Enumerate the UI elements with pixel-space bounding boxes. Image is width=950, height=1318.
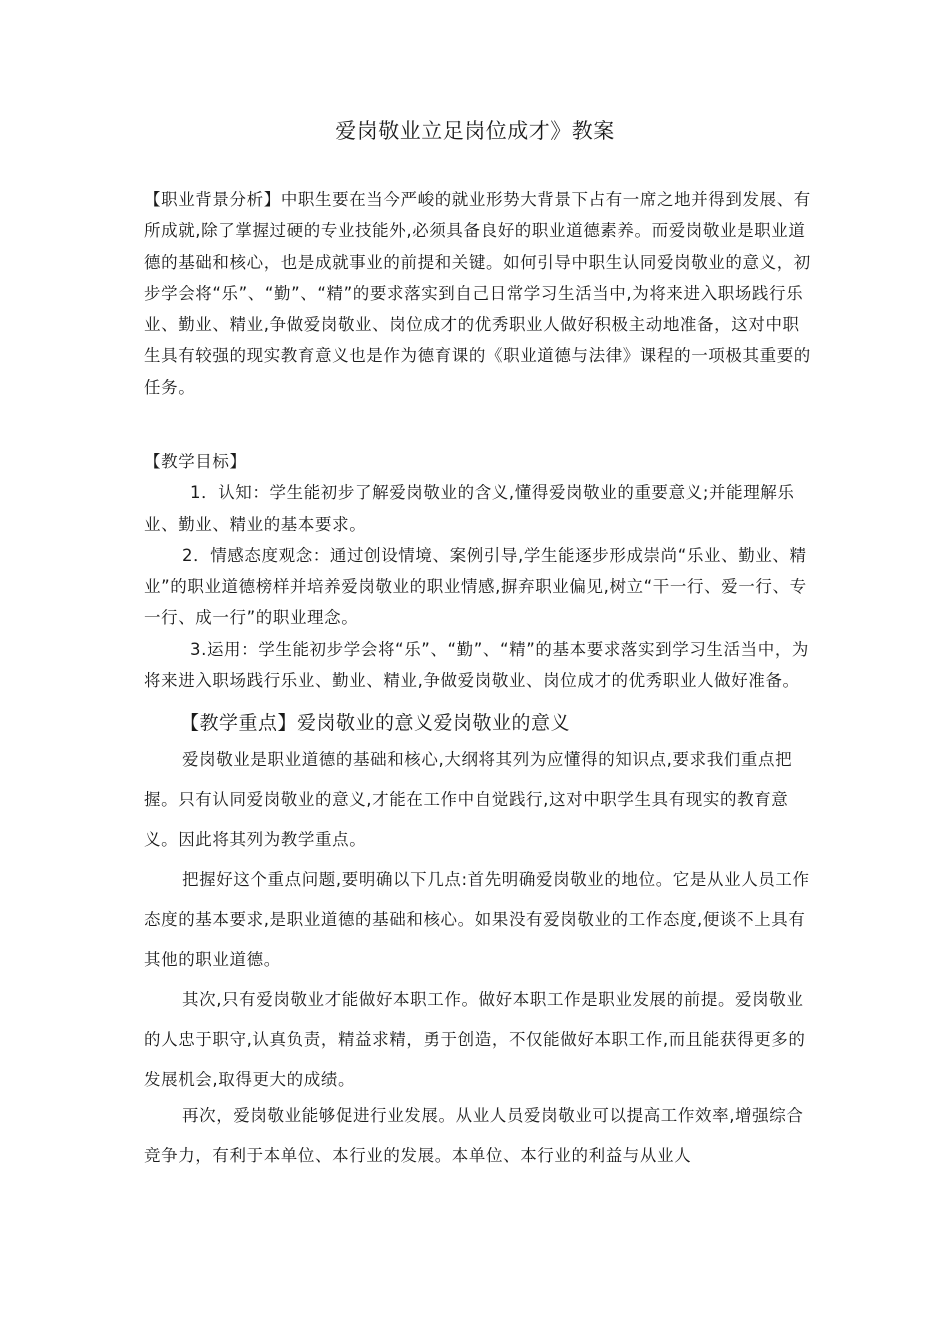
goal-application: 3.运用：学生能初步学会将“乐”、“勤”、“精”的基本要求落实到学习生活当中，为将来进入职场践行乐业、勤业、精业,争做爱岗敬业、岗位成才的优秀职业人做好准备。 bbox=[144, 639, 810, 691]
career-background-text: 中职生要在当今严峻的就业形势大背景下占有一席之地并得到发展、有所成就,除了掌握过硬的专业技能外,必须具备良好的职业道德素养。而爱岗敬业是职业道德的基础和核心，也是成就事业的前提和关键。如何引导中职生认同爱岗敬业的意义，初步学会将“乐”、“勤”、“精”的要求落实到自己日常学习生活当中,为将来进入职场践行乐业、勤业、精业,争做爱岗敬业、岗位成才的优秀职业人做好积极主动地准备，这对中职生具有较强的现实教育意义也是作为德育课的《职业道德与法律》课程的一项极其重要的任务。 bbox=[144, 190, 811, 397]
goal-cognition: 1．认知：学生能初步了解爱岗敬业的含义,懂得爱岗敬业的重要意义;并能理解乐业、勤业、精业的基本要求。 bbox=[144, 483, 795, 534]
teaching-goals-section bbox=[144, 446, 814, 696]
teaching-goals-heading: 【教学目标】 bbox=[144, 452, 247, 471]
focus-paragraph-3: 其次,只有爱岗敬业才能做好本职工作。做好本职工作是职业发展的前提。爱岗敬业的人忠于职守,认真负责，精益求精，勇于创造，不仅能做好本职工作,而且能获得更多的发展机会,取得更大的成绩。 bbox=[144, 990, 806, 1089]
career-background-section bbox=[144, 184, 814, 403]
focus-paragraph-2: 把握好这个重点问题,要明确以下几点:首先明确爱岗敬业的地位。它是从业人员工作态度的基本要求,是职业道德的基础和核心。如果没有爱岗敬业的工作态度,便谈不上具有其他的职业道德。 bbox=[144, 870, 810, 969]
document-title: 爱岗敬业立足岗位成才》教案 bbox=[335, 119, 615, 143]
goal-emotion: 2．情感态度观念：通过创设情境、案例引导,学生能逐步形成崇尚“乐业、勤业、精业”的职业道德榜样并培养爱岗敬业的职业情感,摒弃职业偏见,树立“干一行、爱一行、专一行、成一行”的职业理念。 bbox=[144, 545, 807, 628]
focus-paragraph-1: 爱岗敬业是职业道德的基础和核心,大纲将其列为应懂得的知识点,要求我们重点把握。只有认同爱岗敬业的意义,才能在工作中自觉践行,这对中职学生具有现实的教育意义。因此将其列为教学重点。 bbox=[144, 750, 793, 849]
career-background-label: 【职业背景分析】 bbox=[144, 190, 281, 209]
teaching-focus-heading: 【教学重点】爱岗敬业的意义爱岗敬业的意义 bbox=[180, 712, 571, 734]
focus-paragraph-4: 再次，爱岗敬业能够促进行业发展。从业人员爱岗敬业可以提高工作效率,增强综合竞争力，有利于本单位、本行业的发展。本单位、本行业的利益与从业人 bbox=[144, 1106, 804, 1165]
